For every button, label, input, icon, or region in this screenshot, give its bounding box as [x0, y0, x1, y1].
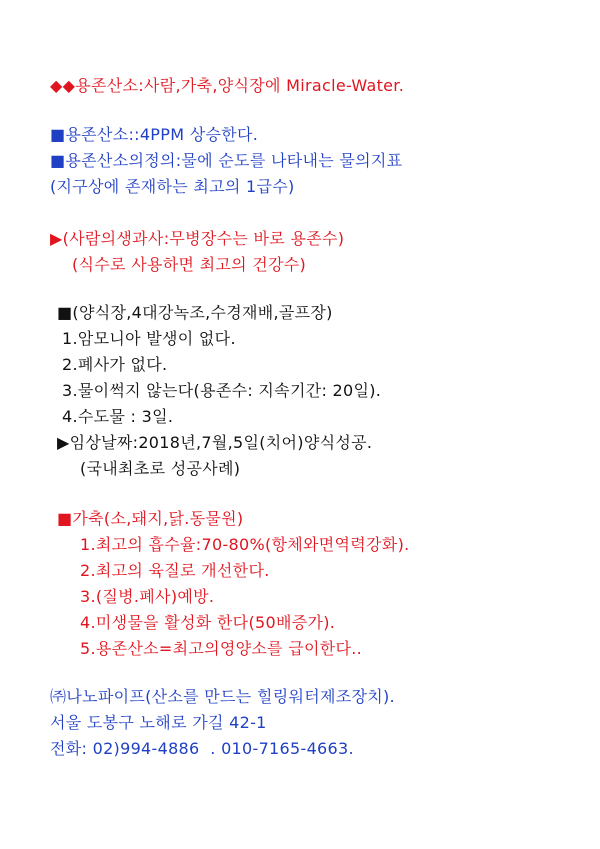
life-death-text: (사람의생과사:무병장수는 바로 용존수) [62, 229, 345, 248]
address-line: 서울 도봉구 노해로 가길 42-1 [50, 713, 267, 732]
livestock-item: 4.미생물을 활성화 한다(50배증가). [80, 613, 336, 632]
title-text: 용존산소:사람,가축,양식장에 Miracle-Water. [75, 76, 405, 95]
triangle-bullet-icon: ▶ [50, 229, 63, 248]
drinking-water-note: (식수로 사용하면 최고의 건강수) [72, 255, 307, 274]
dissolved-oxygen-rise-text: 용존산소::4PPM 상승한다. [65, 125, 259, 144]
aquaculture-item: 1.암모니아 발생이 없다. [62, 329, 236, 348]
aquaculture-header [57, 302, 333, 324]
life-death-line [50, 228, 344, 250]
aquaculture-item: 3.물이썩지 않는다(용존수: 지속기간: 20일). [62, 381, 382, 400]
dissolved-oxygen-definition-line [50, 150, 402, 172]
livestock-item: 3.(질병.폐사)예방. [80, 587, 215, 606]
definition-note: (지구상에 존재하는 최고의 1급수) [50, 177, 295, 196]
square-bullet-icon: ■ [50, 151, 66, 170]
livestock-item: 1.최고의 흡수율:70-80%(항체와면역력강화). [80, 535, 410, 554]
title-line [50, 75, 404, 97]
aquaculture-item: 2.폐사가 없다. [62, 355, 168, 374]
square-bullet-icon: ■ [57, 509, 73, 528]
livestock-header-text: 가축(소,돼지,닭.동물원) [72, 509, 244, 528]
company-mark: ㈜ [50, 687, 67, 706]
clinical-test-line [57, 432, 372, 454]
square-bullet-icon: ■ [50, 125, 66, 144]
dissolved-oxygen-rise-line [50, 124, 258, 146]
diamond-bullet-icon: ◆◆ [50, 76, 76, 95]
aquaculture-header-text: (양식장,4대강녹조,수경재배,골프장) [72, 303, 333, 322]
company-text: 나노파이프(산소를 만드는 힐링워터제조장치). [66, 687, 395, 706]
aquaculture-item: 4.수도물 : 3일. [62, 407, 174, 426]
phone-line: 전화: 02)994-4886 . 010-7165-4663. [50, 739, 354, 758]
clinical-test-text: 임상날짜:2018년,7월,5일(치어)양식성공. [69, 433, 373, 452]
company-line [50, 686, 395, 708]
livestock-item: 5.용존산소=최고의영양소를 급이한다.. [80, 639, 363, 658]
triangle-bullet-icon: ▶ [57, 433, 70, 452]
livestock-item: 2.최고의 육질로 개선한다. [80, 561, 270, 580]
dissolved-oxygen-definition-text: 용존산소의정의:물에 순도를 나타내는 물의지표 [65, 151, 403, 170]
clinical-test-note: (국내최초로 성공사례) [80, 459, 241, 478]
square-bullet-icon: ■ [57, 303, 73, 322]
livestock-header [57, 508, 243, 530]
